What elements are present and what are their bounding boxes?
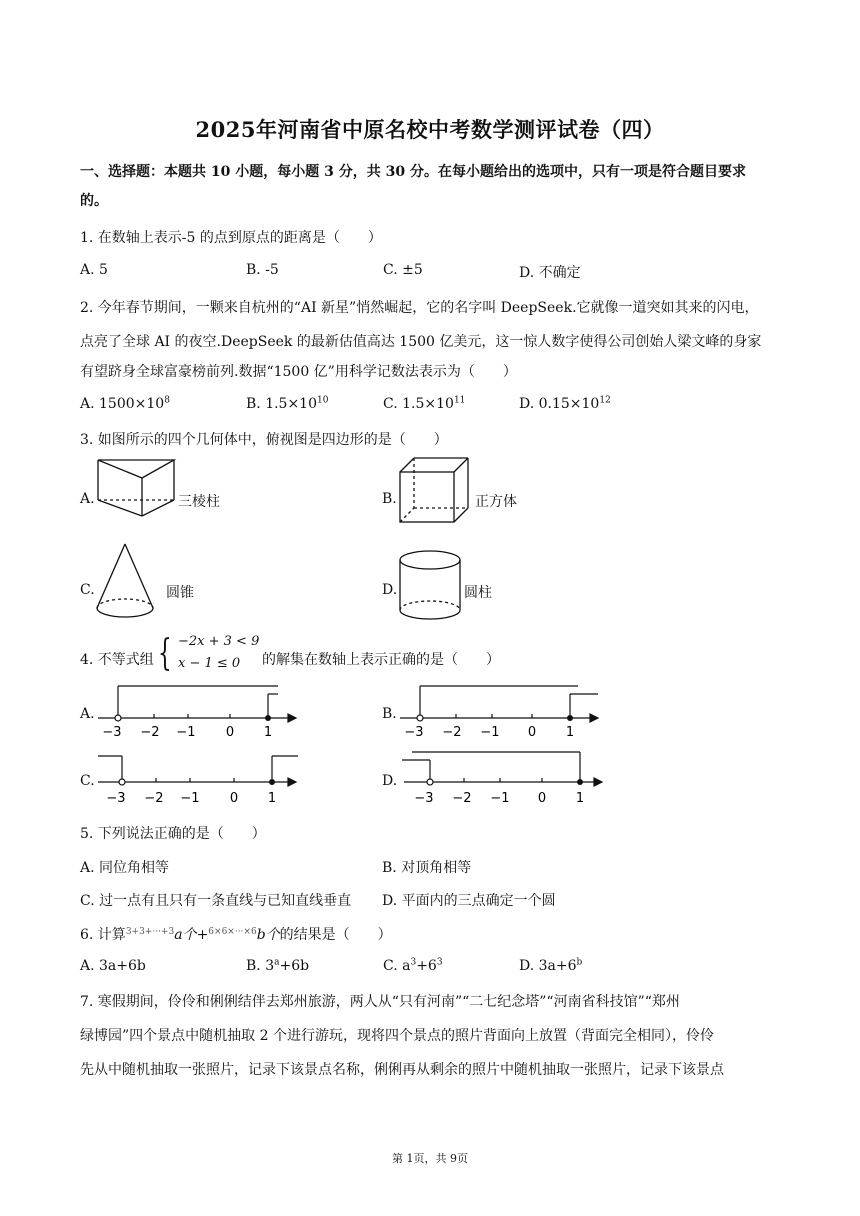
tick-label: 0 [225,725,235,740]
q3-option-c-name: 圆锥 [166,585,194,601]
tick-label: −3 [414,791,434,806]
q6-option-d: D. $3a+6^b$ [519,957,583,974]
tick-label: 1 [263,725,273,740]
q2-option-a: A. $1500\times 10^8$ [80,395,170,412]
cone-figure [94,542,156,626]
q2-line3: 有望跻身全球富豪榜前列.数据“1500 亿”用科学记数法表示为（ ） [80,364,517,380]
tick-label: 0 [537,791,547,806]
q6-option-b: B. $3^a+6b$ [246,957,310,974]
q6-option-a: A. 3a+6b [80,958,146,974]
q1-option-c: C. ±5 [383,262,423,278]
number-line-d [398,748,608,810]
tick-label: 1 [575,791,585,806]
q4-brace: { [158,633,172,674]
q1-stem: 1. 在数轴上表示-5 的点到原点的距离是（ ） [80,230,382,246]
triangular-prism-figure [94,456,180,520]
page-title: 2025年河南省中原名校中考数学测评试卷（四） [195,117,665,142]
q2-line2: 点亮了全球 AI 的夜空.DeepSeek 的最新估值高达 1500 亿美元，这一惊人数字使得公司创始人梁文峰的身家 [80,334,762,350]
q1-option-b: B. -5 [246,262,279,278]
tick-label: −3 [102,725,122,740]
q1-option-a: A. 5 [80,262,108,278]
q3-option-b-label: B. [382,491,397,507]
tick-label: −1 [480,725,500,740]
q1-option-d: D. 不确定 [519,265,581,281]
number-line-c [92,748,302,810]
cylinder-figure [396,548,464,624]
tick-label: −1 [180,791,200,806]
q4-inequality-2: x − 1 ≤ 0 [178,656,241,671]
q4-option-c-label: C. [80,773,95,789]
q4-inequality-1: −2x + 3 < 9 [178,634,260,649]
tick-label: −2 [140,725,160,740]
tick-label: −1 [176,725,196,740]
tick-label: −1 [490,791,510,806]
q5-option-d: D. 平面内的三点确定一个圆 [382,893,556,909]
tick-label: 0 [229,791,239,806]
q3-option-c-label: C. [80,582,95,598]
q7-line3: 先从中随机抽取一张照片，记录下该景点名称，俐俐再从剩余的照片中随机抽取一张照片，记录下该景点 [80,1062,724,1078]
q4-prefix: 4. 不等式组 [80,652,154,668]
q2-option-c: C. $1.5\times 10^{11}$ [383,395,466,412]
section-heading: 一、选择题：本题共 10 小题，每小题 3 分，共 30 分。在每小题给出的选项中，只有一项是符合题目要求 [80,164,746,180]
q3-option-a-label: A. [80,491,95,507]
tick-label: −2 [442,725,462,740]
q2-option-d: D. $0.15\times 10^{12}$ [519,395,611,412]
q7-line1: 7. 寒假期间，伶伶和俐俐结伴去郑州旅游，两人从“只有河南”“二七纪念塔”“河南省科技馆”“郑州 [80,994,680,1010]
tick-label: 1 [267,791,277,806]
q4-option-a-label: A. [80,706,95,722]
q5-option-c: C. 过一点有且只有一条直线与已知直线垂直 [80,893,352,909]
tick-label: −2 [452,791,472,806]
q5-option-b: B. 对顶角相等 [382,860,472,876]
page-footer: 第 1页，共 9页 [392,1152,468,1165]
q6-stem: 6. 计算$^{3+3+\cdot\cdot\cdot+3}$a个+$^{6\times 6\times\cdot\cdot\cdot\times 6}$b个的结果是（ ） [80,927,392,943]
q7-line2: 绿博园”四个景点中随机抽取 2 个进行游玩，现将四个景点的照片背面向上放置（背面完全相同），伶伶 [80,1028,714,1044]
section-heading-cont: 的。 [80,193,108,209]
q4-option-b-label: B. [382,706,397,722]
q3-option-a-name: 三棱柱 [178,494,220,510]
q6-option-c: C. $a^3+6^3$ [383,957,443,974]
q3-stem: 3. 如图所示的四个几何体中，俯视图是四边形的是（ ） [80,432,448,448]
tick-label: −3 [404,725,424,740]
tick-label: 0 [527,725,537,740]
tick-label: 1 [565,725,575,740]
q5-option-a: A. 同位角相等 [80,860,170,876]
q4-option-d-label: D. [382,773,398,789]
cube-figure [396,456,472,526]
number-line-b [394,680,604,742]
tick-label: −2 [144,791,164,806]
q3-option-d-name: 圆柱 [464,585,492,601]
number-line-a [92,680,302,742]
q2-option-b: B. $1.5\times 10^{10}$ [246,395,329,412]
q3-option-d-label: D. [382,582,398,598]
q3-option-b-name: 正方体 [475,494,517,510]
q5-stem: 5. 下列说法正确的是（ ） [80,826,266,842]
q2-line1: 2. 今年春节期间，一颗来自杭州的“AI 新星”悄然崛起，它的名字叫 DeepSeek.它就像一道突如其来的闪电， [80,300,759,316]
q4-suffix: 的解集在数轴上表示正确的是（ ） [262,652,500,668]
tick-label: −3 [106,791,126,806]
